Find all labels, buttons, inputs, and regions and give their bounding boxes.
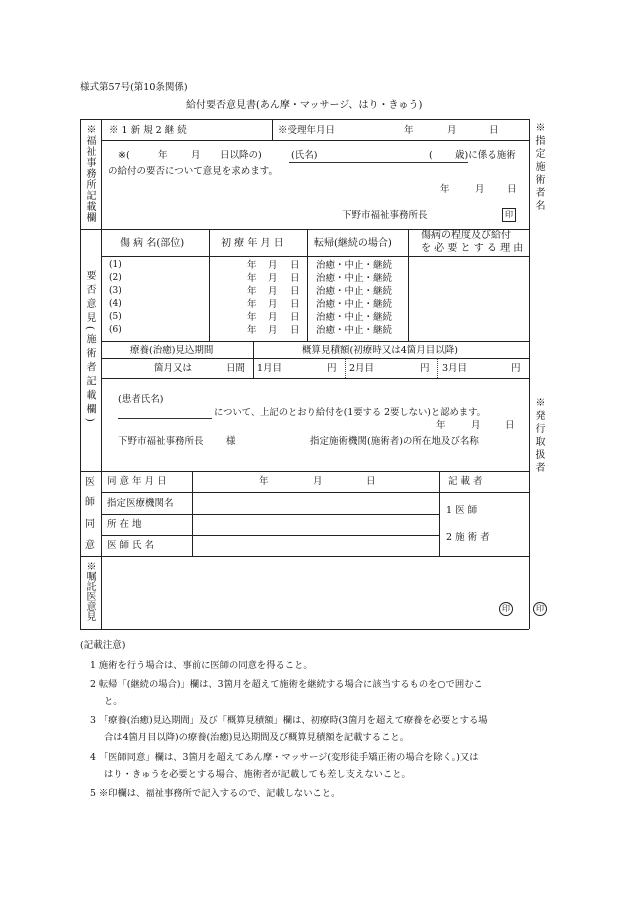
request-text: の給付の要否について意見を求めます。 xyxy=(108,166,279,177)
month-2-yen: 円 xyxy=(420,363,430,374)
patient-name-label-2: (患者氏名) xyxy=(118,394,164,405)
frame-left xyxy=(80,119,81,629)
issue-day: 日 xyxy=(507,184,517,195)
office-head-address: 下野市福祉事務所長 xyxy=(118,436,204,447)
name-underline xyxy=(289,162,468,163)
consent-date-label: 同 意 年 月 日 xyxy=(107,476,167,487)
received-year: 年 xyxy=(404,125,414,136)
doctor-label-3: 同 xyxy=(85,519,95,530)
note-3: 3 「療養(治癒)見込期間」及び「概算見積額」欄は、初療時(3箇月を超えて療養を必要とする場 xyxy=(90,715,488,726)
consent-day: 日 xyxy=(366,476,376,487)
note-2-cont: と。 xyxy=(104,696,123,707)
label-column-line xyxy=(101,119,102,629)
note-4: 4 「医師同意」欄は、3箇月を超えてあん摩・マッサージ(変形徒手矯正術の場合を除く。)又は xyxy=(90,752,479,763)
month-divider-2 xyxy=(437,358,438,378)
cost-estimate-label: 概算見積額(初療時又は4箇月目以降) xyxy=(302,345,458,356)
month-1-yen: 円 xyxy=(327,363,337,374)
note-5: 5 ※印欄は、福祉事務所で記入するので、記載しないこと。 xyxy=(90,788,341,799)
patient-name-underline xyxy=(118,418,212,419)
approval-month: 月 xyxy=(471,420,481,431)
patient-name-label: (氏名) xyxy=(291,150,318,161)
month-2-label: 2月目 xyxy=(349,363,375,374)
welfare-office-section-label: ※福祉事務所記載欄 xyxy=(84,124,95,223)
consulting-doctor-label: ※嘱託医意見 xyxy=(84,561,95,621)
month-1-label: 1月目 xyxy=(257,363,283,374)
month-3-yen: 円 xyxy=(511,363,521,374)
col-line-3 xyxy=(408,229,409,341)
honorific: 様 xyxy=(226,436,236,447)
notes-heading: (記載注意) xyxy=(80,640,126,651)
form-title: 給付要否意見書(あん摩・マッサージ、はり・きゅう) xyxy=(186,100,423,111)
approval-day: 日 xyxy=(505,420,515,431)
frame-top xyxy=(80,119,529,120)
approval-year: 年 xyxy=(436,420,446,431)
section-line-3 xyxy=(80,556,529,557)
doctor-row-line-3 xyxy=(101,535,439,536)
estimate-divider xyxy=(253,341,254,378)
request-month: 月 xyxy=(191,150,201,161)
consult-seal-mark: 印 xyxy=(499,602,513,616)
recorder-option-practitioner: 2 施 術 者 xyxy=(446,532,490,543)
month-divider-1 xyxy=(345,358,346,378)
frame-right xyxy=(529,119,530,629)
col-line-2 xyxy=(307,229,308,341)
doctor-row-line-2 xyxy=(101,514,439,515)
designated-practitioner-label: ※指定施術者名 xyxy=(533,122,544,213)
approval-statement: について、上記のとおり給付を(1要する 2要しない)と認めます。 xyxy=(214,407,486,418)
issuer-label: ※発行取扱者 xyxy=(533,397,544,475)
doctor-name-label: 医 師 氏 名 xyxy=(107,540,155,551)
consent-month: 月 xyxy=(313,476,323,487)
consent-year: 年 xyxy=(259,476,269,487)
opinion-section-label: 要否意見(施術者記載欄) xyxy=(84,270,95,426)
table-header-line xyxy=(101,256,529,257)
col-disease-header: 傷 病 名(部位) xyxy=(120,238,185,249)
note-2: 2 転帰「(継続の場合)」欄は、3箇月を超えて施術を継続する場合に該当するものを○で囲むこ xyxy=(90,679,483,690)
received-date-label: ※受理年月日 xyxy=(278,125,336,136)
status-divider xyxy=(272,119,273,140)
col-reason-header-1: 傷病の程度及び給付 xyxy=(421,230,511,241)
request-since: 日以降の) xyxy=(220,150,262,161)
frame-bottom xyxy=(80,629,529,630)
month-3-label: 3月目 xyxy=(442,363,468,374)
estimate-header-line xyxy=(101,358,529,359)
estimate-row-line xyxy=(101,378,529,379)
welfare-office-head: 下野市福祉事務所長 xyxy=(342,210,428,221)
medical-institution-label: 指定医療機関名 xyxy=(107,498,174,509)
table-rows-bottom xyxy=(101,341,529,342)
form-number: 様式第57号(第10条関係) xyxy=(80,82,188,93)
note-3-cont: 合は4箇月目以降)の療養(治癒)見込期間及び概算見積額を記載すること。 xyxy=(104,732,409,743)
status-row-line xyxy=(101,140,529,141)
issue-month: 月 xyxy=(475,184,485,195)
issue-year: 年 xyxy=(440,184,450,195)
request-open: ※( xyxy=(118,150,130,161)
section-line-2 xyxy=(80,471,529,472)
doctor-row-line-1 xyxy=(101,492,439,493)
doctor-label-1: 医 xyxy=(85,477,95,488)
new-continue-choice: ※ 1 新 規 2 継 続 xyxy=(109,125,187,136)
age-open: ( xyxy=(429,150,433,161)
received-month: 月 xyxy=(447,125,457,136)
age-label: 歳)に係る施術 xyxy=(455,150,516,161)
recorder-label: 記 載 者 xyxy=(448,476,483,487)
note-1: 1 施術を行う場合は、事前に医師の同意を得ること。 xyxy=(90,660,313,671)
col-line-1 xyxy=(209,229,210,341)
office-seal-mark: 印 xyxy=(502,208,516,222)
col-first-date-header: 初 療 年 月 日 xyxy=(221,238,284,249)
recorder-divider xyxy=(439,471,440,556)
doctor-label-divider xyxy=(192,471,193,556)
col-outcome-header: 転帰(継続の場合) xyxy=(314,238,392,249)
note-4-cont: はり・きゅうを必要とする場合、施術者が記載しても差し支えないこと。 xyxy=(104,769,411,780)
received-day: 日 xyxy=(489,125,499,136)
months-unit: 箇月又は xyxy=(154,363,193,374)
days-unit: 日間 xyxy=(226,363,246,374)
outside-seal-mark: 印 xyxy=(533,602,547,616)
col-reason-header-2: を 必 要 と す る 理 由 xyxy=(421,243,524,254)
institution-address-label: 所 在 地 xyxy=(107,519,142,530)
recorder-option-doctor: 1 医 師 xyxy=(446,505,478,516)
facility-address-name: 指定施術機関(施術者)の所在地及び名称 xyxy=(310,436,479,447)
doctor-label-2: 師 xyxy=(85,497,95,508)
request-year: 年 xyxy=(158,150,168,161)
recorder-header-line xyxy=(439,492,529,493)
treatment-period-label: 療養(治癒)見込期間 xyxy=(130,345,214,356)
doctor-label-4: 意 xyxy=(85,540,95,551)
